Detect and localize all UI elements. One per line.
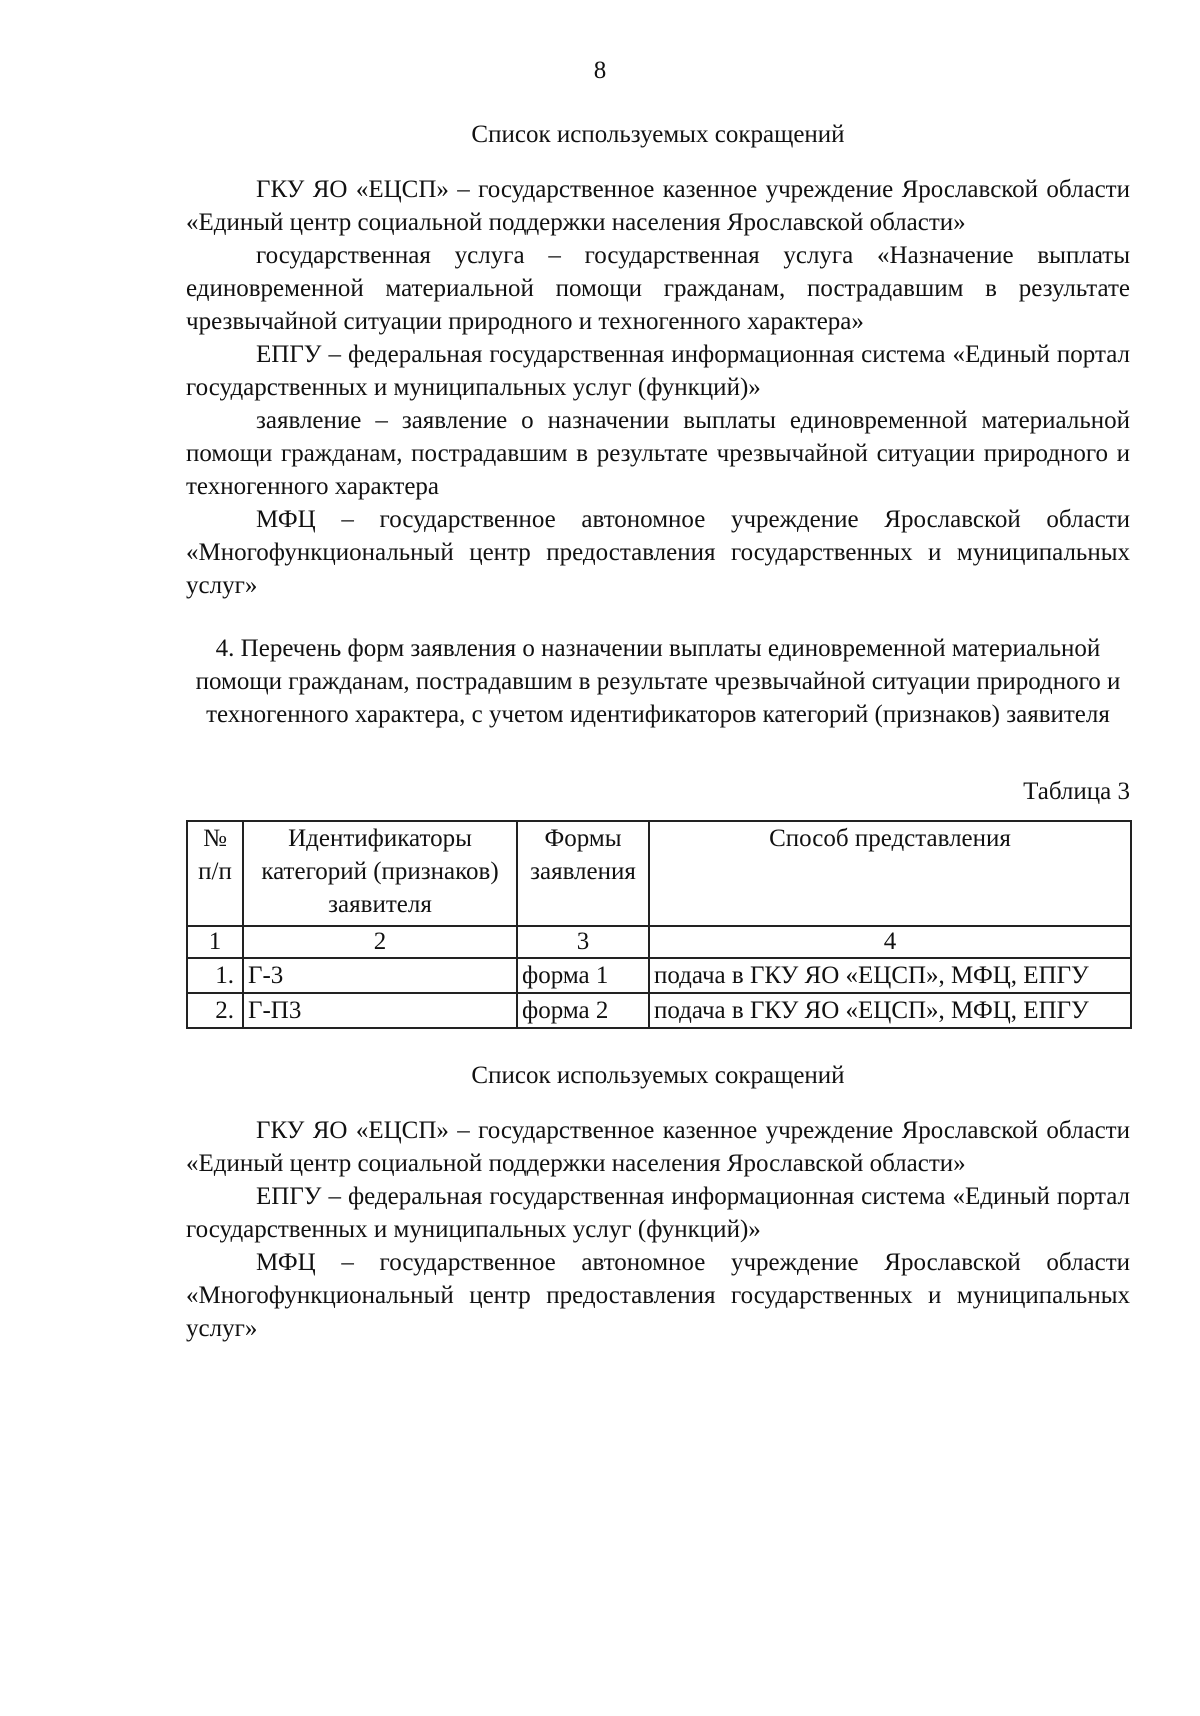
row-form: форма 2 [517,993,649,1028]
row-number: 1. [187,958,243,993]
column-number: 4 [649,926,1131,958]
abbreviation-mfc: МФЦ – государственное автономное учреждение Ярославской области «Многофункциональный центр предоставления государственных и муниципальных услуг» [186,506,1130,599]
row-method: подача в ГКУ ЯО «ЕЦСП», МФЦ, ЕПГУ [649,993,1131,1028]
row-form: форма 1 [517,958,649,993]
abbreviations-title-1: Список используемых сокращений [471,121,845,148]
page-content [186,118,1130,1345]
abbreviations-list-1 [186,173,1130,602]
abbreviation-epgu: ЕПГУ – федеральная государственная информационная система «Единый портал государственных и муниципальных услуг (функций)» [186,1183,1130,1243]
abbreviations-list-2 [186,1114,1130,1345]
header-forms: Формы заявления [517,821,649,926]
table-row [187,958,1131,993]
header-number: № п/п [187,821,243,926]
row-identifier: Г-3 [243,958,517,993]
abbreviation-gku: ГКУ ЯО «ЕЦСП» – государственное казенное учреждение Ярославской области «Единый центр социальной поддержки населения Ярославской области» [186,176,1130,236]
abbreviation-epgu: ЕПГУ – федеральная государственная информационная система «Единый портал государственных и муниципальных услуг (функций)» [186,341,1130,401]
abbreviation-state-service: государственная услуга – государственная услуга «Назначение выплаты единовременной материальной помощи гражданам, пострадавшим в результате чрезвычайной ситуации природного и техногенного характера» [186,242,1130,335]
section-title: 4. Перечень форм заявления о назначении выплаты единовременной материальной помощи гражданам, пострадавшим в результате чрезвычайной ситуации природного и техногенного характера, с учетом идентификаторов категорий (признаков) заявителя [195,635,1121,728]
row-identifier: Г-П3 [243,993,517,1028]
header-identifiers: Идентификаторы категорий (признаков) заявителя [243,821,517,926]
abbreviation-mfc: МФЦ – государственное автономное учреждение Ярославской области «Многофункциональный центр предоставления государственных и муниципальных услуг» [186,1249,1130,1342]
table-column-numbers-row [187,926,1131,958]
header-method: Способ представления [649,821,1131,926]
abbreviations-title-2: Список используемых сокращений [471,1062,845,1089]
column-number: 2 [243,926,517,958]
row-number: 2. [187,993,243,1028]
abbreviation-gku: ГКУ ЯО «ЕЦСП» – государственное казенное учреждение Ярославской области «Единый центр социальной поддержки населения Ярославской области» [186,1117,1130,1177]
table-row [187,993,1131,1028]
table-caption: Таблица 3 [1023,778,1130,805]
abbreviation-application: заявление – заявление о назначении выплаты единовременной материальной помощи гражданам, пострадавшим в результате чрезвычайной ситуации природного и техногенного характера [186,407,1130,500]
row-method: подача в ГКУ ЯО «ЕЦСП», МФЦ, ЕПГУ [649,958,1131,993]
column-number: 1 [187,926,243,958]
page-number: 8 [593,57,607,84]
column-number: 3 [517,926,649,958]
forms-table [186,820,1132,1029]
table-header-row [187,821,1131,926]
